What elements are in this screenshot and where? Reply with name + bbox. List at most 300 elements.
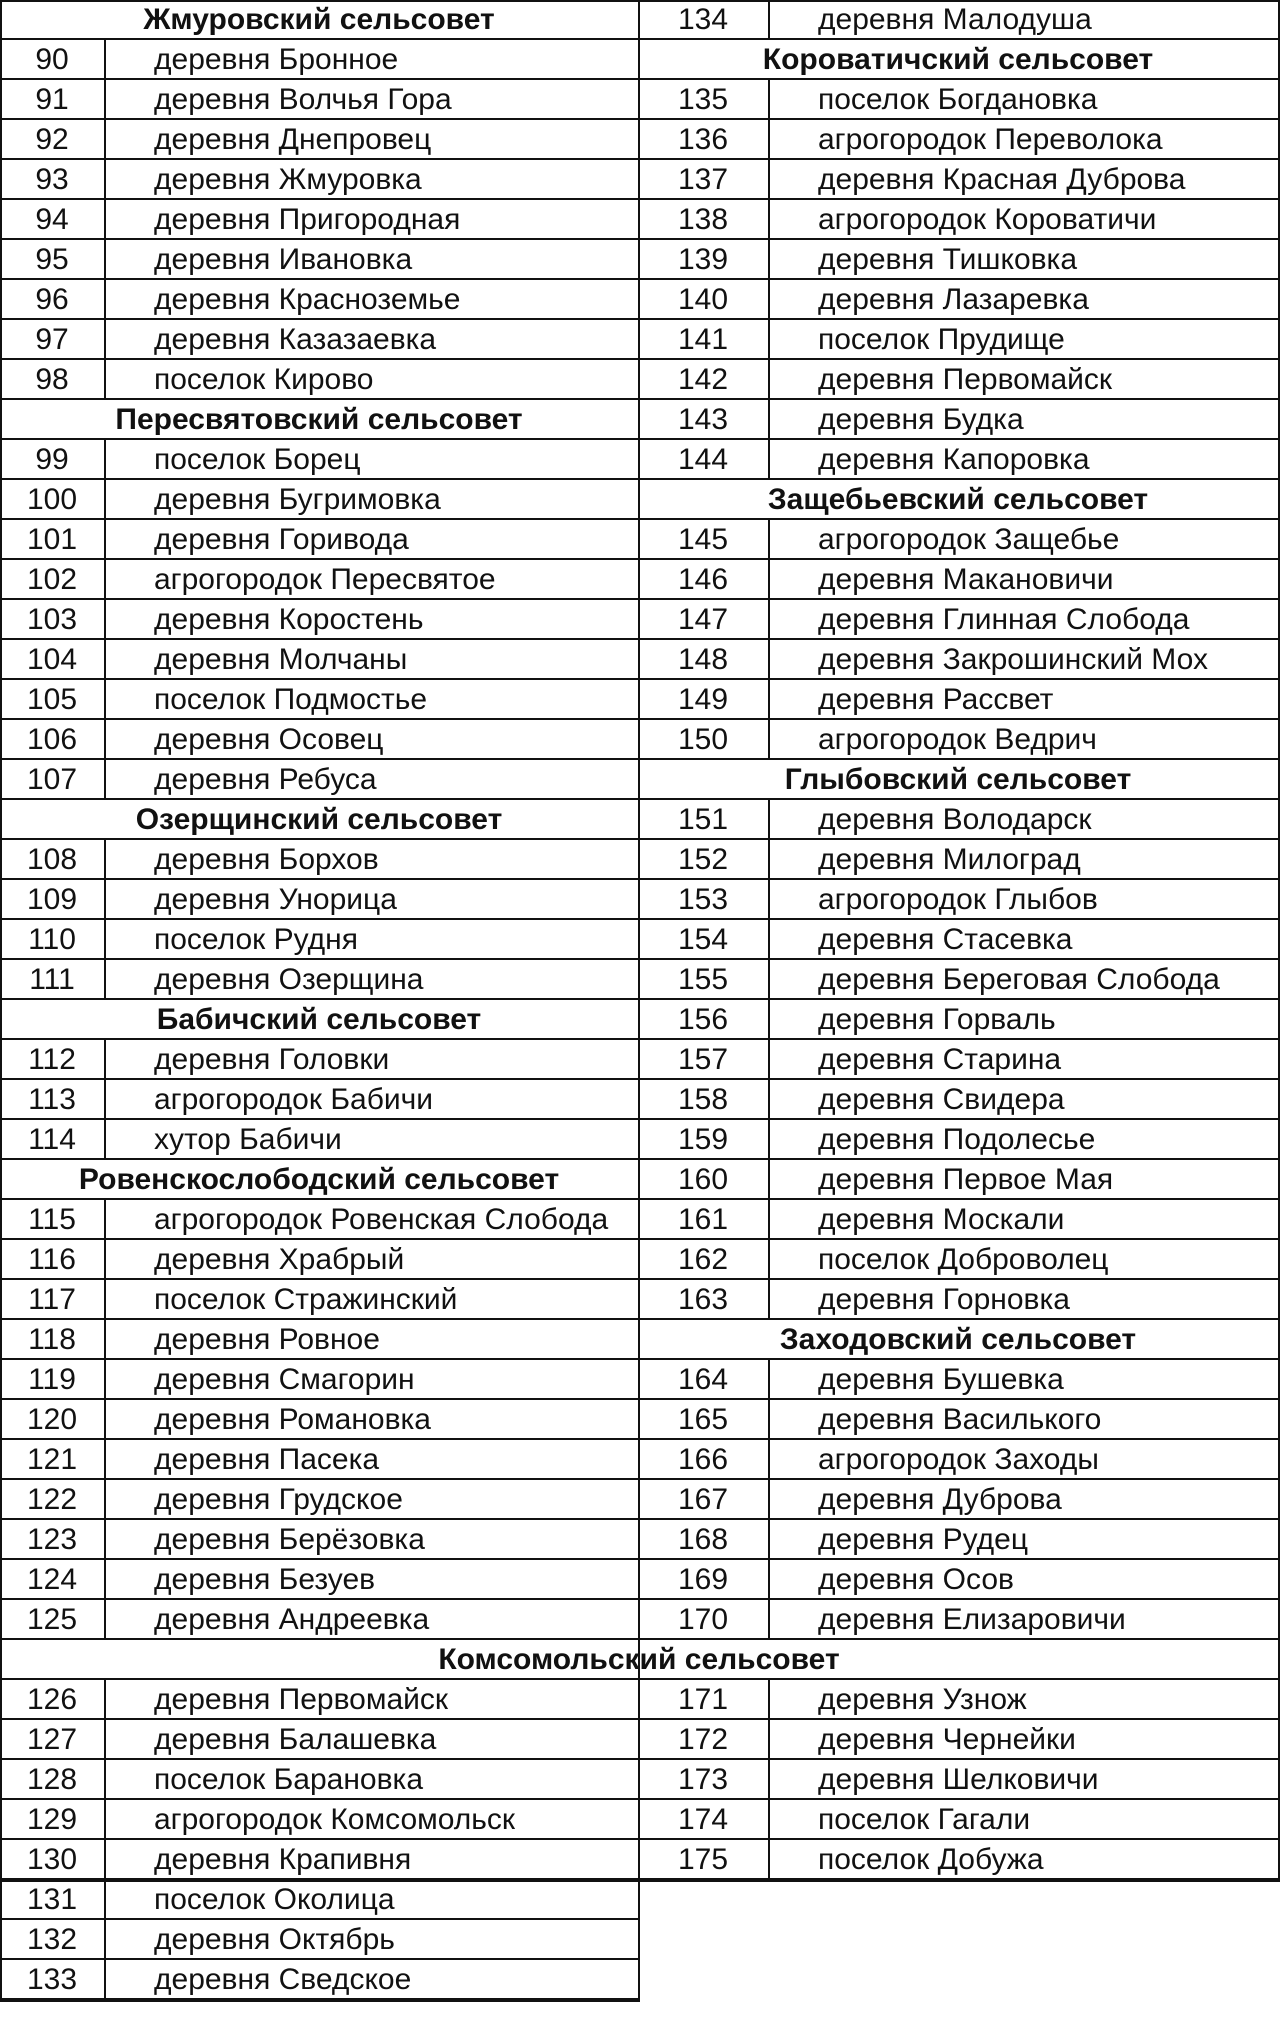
section-header-row [0, 1640, 1278, 1680]
column-divider [104, 1400, 106, 1438]
settlement-name: деревня Крапивня [154, 1843, 412, 1876]
row-number: 119 [28, 1363, 76, 1396]
column-divider [768, 1040, 770, 1078]
settlement-name: агрогородок Комсомольск [154, 1803, 516, 1836]
table-row [0, 1960, 638, 2000]
table-row [0, 1360, 638, 1400]
column-divider [104, 760, 106, 798]
table-row [638, 200, 1278, 240]
row-number: 112 [28, 1043, 76, 1076]
section-header: Пересвятовский сельсовет [115, 403, 523, 436]
row-number: 101 [26, 523, 78, 556]
row-number: 126 [26, 1683, 78, 1716]
table-row [0, 1480, 638, 1520]
row-number: 130 [26, 1843, 78, 1876]
table-row [638, 1800, 1278, 1840]
row-number: 143 [677, 403, 729, 436]
row-number: 139 [677, 243, 729, 276]
table-row [638, 440, 1278, 480]
section-header: Комсомольский сельсовет [438, 1643, 840, 1676]
row-number: 111 [29, 963, 75, 996]
settlement-name: деревня Смагорин [154, 1363, 415, 1396]
section-header-row [0, 0, 638, 40]
row-number: 135 [677, 83, 729, 116]
settlement-name: агрогородок Пересвятое [154, 563, 496, 596]
row-number: 146 [677, 563, 729, 596]
row-number: 162 [677, 1243, 729, 1276]
row-number: 137 [677, 163, 729, 196]
column-divider [768, 1600, 770, 1638]
column-divider [768, 440, 770, 478]
table-row [638, 320, 1278, 360]
settlement-name: деревня Бронное [154, 43, 399, 76]
column-divider [768, 1560, 770, 1598]
row-number: 168 [677, 1523, 729, 1556]
column-divider [104, 1800, 106, 1838]
settlement-name: агрогородок Ровенская Слобода [154, 1203, 609, 1236]
row-number: 147 [677, 603, 729, 636]
settlement-name: деревня Горновка [818, 1283, 1070, 1316]
column-divider [104, 200, 106, 238]
row-number: 115 [28, 1203, 76, 1236]
settlement-name: деревня Грудское [154, 1483, 403, 1516]
column-divider [104, 320, 106, 358]
settlement-name: деревня Ровное [154, 1323, 380, 1356]
section-header: Заходовский сельсовет [779, 1323, 1137, 1356]
column-divider [768, 600, 770, 638]
table-row [0, 1800, 638, 1840]
settlement-name: деревня Осовец [154, 723, 384, 756]
section-header: Глыбовский сельсовет [784, 763, 1132, 796]
settlement-name: деревня Головки [154, 1043, 390, 1076]
column-divider [104, 1200, 106, 1238]
column-divider [104, 240, 106, 278]
column-divider [104, 960, 106, 998]
row-number: 97 [35, 323, 69, 356]
settlement-name: деревня Тишковка [818, 243, 1078, 276]
row-number: 133 [26, 1963, 78, 1996]
column-divider [768, 960, 770, 998]
column-divider [768, 1520, 770, 1558]
settlement-name: деревня Волчья Гора [154, 83, 452, 116]
table-row [638, 1760, 1278, 1800]
table-row [0, 1600, 638, 1640]
settlement-name: деревня Бушевка [818, 1363, 1064, 1396]
settlement-name: деревня Озерщина [154, 963, 424, 996]
table-row [0, 920, 638, 960]
settlement-name: деревня Осов [818, 1563, 1014, 1596]
table-row [638, 640, 1278, 680]
column-divider [104, 640, 106, 678]
column-divider [104, 680, 106, 718]
settlement-name: деревня Пригородная [154, 203, 461, 236]
settlement-name: деревня Капоровка [818, 443, 1090, 476]
row-number: 155 [677, 963, 729, 996]
table-row [0, 960, 638, 1000]
row-number: 163 [677, 1283, 729, 1316]
row-number: 92 [35, 123, 69, 156]
row-number: 172 [677, 1723, 729, 1756]
row-number: 145 [677, 523, 729, 556]
settlement-name: агрогородок Переволока [818, 123, 1163, 156]
column-divider [104, 1440, 106, 1478]
column-divider [104, 1600, 106, 1638]
column-divider [768, 1360, 770, 1398]
table-row [638, 160, 1278, 200]
settlement-name: поселок Прудище [818, 323, 1065, 356]
row-number: 158 [677, 1083, 729, 1116]
settlement-name: агрогородок Короватичи [818, 203, 1157, 236]
column-divider [768, 1000, 770, 1038]
row-number: 116 [28, 1243, 76, 1276]
table-row [638, 1840, 1278, 1880]
settlement-name: деревня Жмуровка [154, 163, 422, 196]
settlement-name: деревня Бугримовка [154, 483, 441, 516]
column-divider [104, 360, 106, 398]
table-row [0, 1680, 638, 1720]
settlement-name: деревня Унорица [154, 883, 397, 916]
settlement-name: деревня Коростень [154, 603, 424, 636]
table-row [638, 280, 1278, 320]
column-divider [768, 1480, 770, 1518]
table-row [0, 240, 638, 280]
column-divider [104, 1720, 106, 1758]
table-row [638, 840, 1278, 880]
row-number: 118 [28, 1323, 76, 1356]
table-row [0, 1920, 638, 1960]
column-divider [768, 1400, 770, 1438]
section-header-row [0, 1000, 638, 1040]
table-row [638, 240, 1278, 280]
table-row [0, 720, 638, 760]
row-number: 157 [677, 1043, 729, 1076]
table-row [0, 1520, 638, 1560]
section-header-row [0, 400, 638, 440]
table-row [0, 1400, 638, 1440]
settlement-name: деревня Ребуса [154, 763, 377, 796]
column-divider [104, 840, 106, 878]
settlement-name: деревня Храбрый [154, 1243, 405, 1276]
table-row [638, 1480, 1278, 1520]
column-divider [768, 840, 770, 878]
row-number: 156 [677, 1003, 729, 1036]
row-number: 121 [26, 1443, 78, 1476]
settlement-name: поселок Рудня [154, 923, 358, 956]
table-row [0, 1840, 638, 1880]
section-header-row [0, 1160, 638, 1200]
row-number: 165 [677, 1403, 729, 1436]
section-header-row [0, 800, 638, 840]
table-row [638, 600, 1278, 640]
table-row [638, 1520, 1278, 1560]
row-number: 108 [26, 843, 78, 876]
column-divider [104, 1840, 106, 1878]
settlement-name: поселок Богдановка [818, 83, 1098, 116]
column-divider [768, 1080, 770, 1118]
column-divider [768, 1440, 770, 1478]
table-row [0, 1200, 638, 1240]
column-divider [768, 680, 770, 718]
row-number: 117 [28, 1283, 76, 1316]
settlement-name: деревня Рассвет [818, 683, 1054, 716]
settlement-name: поселок Барановка [154, 1763, 424, 1796]
table-row [638, 1000, 1278, 1040]
column-divider [104, 40, 106, 78]
table-row [0, 1440, 638, 1480]
settlement-name: деревня Пасека [154, 1443, 380, 1476]
row-number: 170 [677, 1603, 729, 1636]
settlement-name: агрогородок Бабичи [154, 1083, 434, 1116]
table-row [638, 120, 1278, 160]
column-divider [768, 640, 770, 678]
row-number: 107 [26, 763, 78, 796]
row-number: 125 [26, 1603, 78, 1636]
table-row [0, 1880, 638, 1920]
column-divider [104, 1920, 106, 1958]
row-number: 131 [26, 1883, 78, 1916]
row-number: 164 [677, 1363, 729, 1396]
row-number: 153 [677, 883, 729, 916]
table-row [0, 1240, 638, 1280]
row-number: 134 [677, 3, 729, 36]
settlement-name: деревня Москали [818, 1203, 1065, 1236]
table-row [0, 840, 638, 880]
table-row [0, 360, 638, 400]
section-header: Озерщинский сельсовет [135, 803, 503, 836]
row-number: 167 [677, 1483, 729, 1516]
row-number: 140 [677, 283, 729, 316]
settlement-name: деревня Казазаевка [154, 323, 437, 356]
column-divider [104, 160, 106, 198]
column-divider [104, 280, 106, 318]
column-divider [104, 1360, 106, 1398]
row-number: 159 [677, 1123, 729, 1156]
row-number: 90 [35, 43, 69, 76]
column-divider [768, 1680, 770, 1718]
row-number: 120 [26, 1403, 78, 1436]
settlement-name: деревня Октябрь [154, 1923, 395, 1956]
row-number: 151 [677, 803, 729, 836]
table-row [0, 1120, 638, 1160]
table-row [638, 1040, 1278, 1080]
column-divider [104, 1880, 106, 1918]
table-row [0, 880, 638, 920]
table-row [0, 440, 638, 480]
column-divider [768, 800, 770, 838]
row-number: 98 [35, 363, 69, 396]
settlement-name: деревня Красная Дуброва [818, 163, 1186, 196]
settlement-name: деревня Романовка [154, 1403, 431, 1436]
row-number: 129 [26, 1803, 78, 1836]
settlement-name: деревня Первомайск [154, 1683, 449, 1716]
column-divider [768, 880, 770, 918]
table-row [0, 120, 638, 160]
settlement-name: деревня Стасевка [818, 923, 1073, 956]
row-number: 103 [26, 603, 78, 636]
table-row [0, 160, 638, 200]
settlement-name: поселок Кирово [154, 363, 374, 396]
settlement-name: деревня Днепровец [154, 123, 432, 156]
settlement-name: деревня Первое Мая [818, 1163, 1114, 1196]
column-divider [768, 320, 770, 358]
column-divider [104, 560, 106, 598]
section-header-row [638, 40, 1278, 80]
settlement-name: хутор Бабичи [154, 1123, 342, 1156]
settlement-name: деревня Лазаревка [818, 283, 1089, 316]
table-row [638, 80, 1278, 120]
settlement-name: деревня Свидера [818, 1083, 1065, 1116]
row-number: 113 [28, 1083, 76, 1116]
row-number: 104 [26, 643, 78, 676]
settlement-name: деревня Берёзовка [154, 1523, 425, 1556]
settlement-name: деревня Будка [818, 403, 1024, 436]
row-number: 175 [677, 1843, 729, 1876]
row-number: 171 [677, 1683, 729, 1716]
row-number: 152 [677, 843, 729, 876]
settlement-name: деревня Балашевка [154, 1723, 437, 1756]
settlement-name: поселок Гагали [818, 1803, 1031, 1836]
table-row [638, 1200, 1278, 1240]
table-row [638, 920, 1278, 960]
row-number: 132 [26, 1923, 78, 1956]
section-header-row [638, 760, 1278, 800]
table-row [638, 960, 1278, 1000]
table-row [638, 720, 1278, 760]
table-row [638, 1560, 1278, 1600]
column-divider [104, 720, 106, 758]
row-number: 114 [28, 1123, 76, 1156]
table-row [0, 560, 638, 600]
column-divider [104, 1120, 106, 1158]
row-number: 91 [35, 83, 69, 116]
settlement-name: деревня Елизаровичи [818, 1603, 1126, 1636]
table-row [638, 1120, 1278, 1160]
row-number: 149 [677, 683, 729, 716]
row-number: 106 [26, 723, 78, 756]
settlement-name: деревня Береговая Слобода [818, 963, 1220, 996]
row-number: 169 [677, 1563, 729, 1596]
table-row [0, 1760, 638, 1800]
column-divider [768, 120, 770, 158]
section-header-row [638, 1320, 1278, 1360]
row-number: 127 [26, 1723, 78, 1756]
column-divider [104, 520, 106, 558]
table-row [638, 880, 1278, 920]
row-number: 136 [677, 123, 729, 156]
table-row [0, 600, 638, 640]
column-divider [104, 1520, 106, 1558]
row-number: 154 [677, 923, 729, 956]
settlement-name: деревня Ивановка [154, 243, 413, 276]
table-row [638, 1360, 1278, 1400]
column-divider [104, 1240, 106, 1278]
column-divider [768, 520, 770, 558]
column-divider [768, 200, 770, 238]
table-row [0, 40, 638, 80]
row-number: 173 [677, 1763, 729, 1796]
row-number: 99 [35, 443, 69, 476]
section-header-row [638, 480, 1278, 520]
row-number: 174 [677, 1803, 729, 1836]
table-row [0, 680, 638, 720]
table-row [638, 1280, 1278, 1320]
column-divider [104, 1680, 106, 1718]
settlement-name: деревня Горваль [818, 1003, 1056, 1036]
table-row [0, 1720, 638, 1760]
table-row [0, 1040, 638, 1080]
section-header: Защебьевский сельсовет [767, 483, 1149, 516]
settlement-name: деревня Андреевка [154, 1603, 430, 1636]
column-divider [768, 560, 770, 598]
table-row [638, 1080, 1278, 1120]
row-number: 160 [677, 1163, 729, 1196]
settlement-name: деревня Глинная Слобода [818, 603, 1190, 636]
table-row [0, 1560, 638, 1600]
table-row [638, 800, 1278, 840]
column-divider [104, 1320, 106, 1358]
table-row [638, 680, 1278, 720]
settlement-name: деревня Сведское [154, 1963, 412, 1996]
row-number: 128 [26, 1763, 78, 1796]
column-divider [768, 360, 770, 398]
table-row [638, 400, 1278, 440]
table-row [0, 640, 638, 680]
column-divider [104, 1040, 106, 1078]
table-row [638, 1600, 1278, 1640]
column-divider [104, 80, 106, 118]
row-number: 110 [28, 923, 76, 956]
column-divider [768, 720, 770, 758]
table-row [0, 760, 638, 800]
settlement-name: деревня Борхов [154, 843, 379, 876]
column-divider [768, 1760, 770, 1798]
settlement-name: агрогородок Защебье [818, 523, 1120, 556]
settlement-name: деревня Подолесье [818, 1123, 1096, 1156]
column-divider [768, 400, 770, 438]
table-row [0, 1080, 638, 1120]
row-number: 122 [26, 1483, 78, 1516]
column-divider [104, 1560, 106, 1598]
row-number: 109 [26, 883, 78, 916]
column-divider [104, 1080, 106, 1118]
column-divider [768, 160, 770, 198]
settlement-name: деревня Шелковичи [818, 1763, 1099, 1796]
column-divider [104, 1760, 106, 1798]
settlement-name: деревня Василького [818, 1403, 1102, 1436]
row-number: 138 [677, 203, 729, 236]
settlement-name: поселок Подмостье [154, 683, 428, 716]
column-divider [768, 1840, 770, 1878]
settlement-name: поселок Стражинский [154, 1283, 458, 1316]
column-divider [768, 1200, 770, 1238]
table-row [638, 1680, 1278, 1720]
settlement-name: деревня Первомайск [818, 363, 1113, 396]
row-number: 123 [26, 1523, 78, 1556]
row-number: 148 [677, 643, 729, 676]
column-divider [768, 280, 770, 318]
row-number: 95 [35, 243, 69, 276]
section-header: Короватичский сельсовет [762, 43, 1154, 76]
column-divider [104, 1280, 106, 1318]
table-row [638, 1400, 1278, 1440]
table-row [0, 1320, 638, 1360]
row-number: 94 [35, 203, 69, 236]
column-divider [104, 600, 106, 638]
settlement-name: деревня Чернейки [818, 1723, 1076, 1756]
table-row [638, 1240, 1278, 1280]
settlement-name: агрогородок Заходы [818, 1443, 1099, 1476]
row-number: 141 [677, 323, 729, 356]
